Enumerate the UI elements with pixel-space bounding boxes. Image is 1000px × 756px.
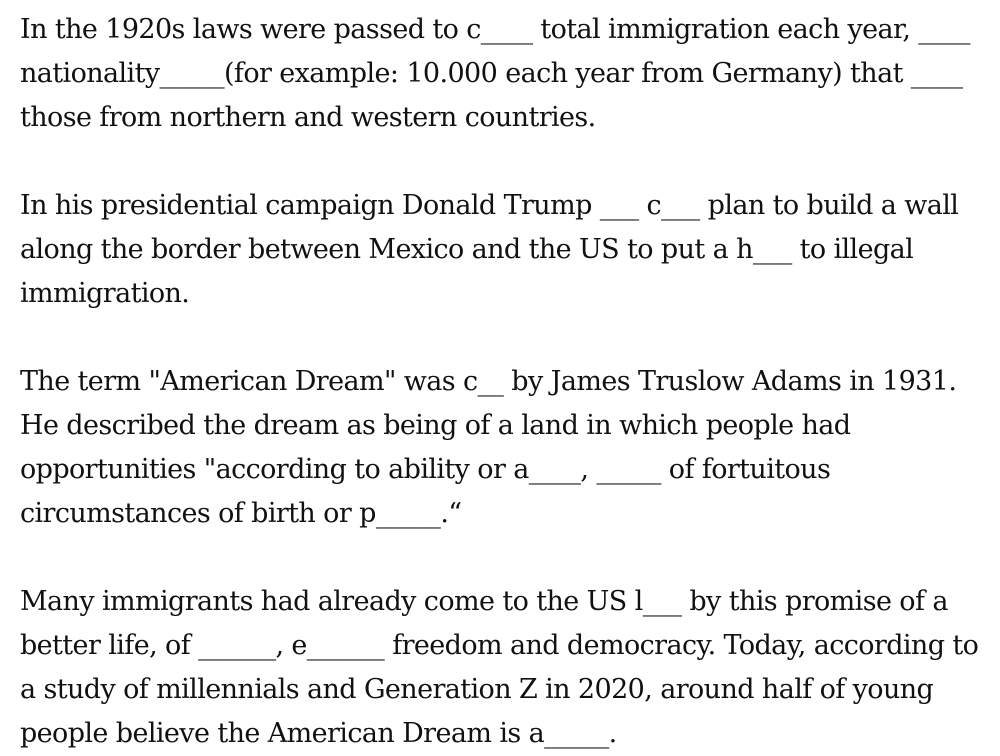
paragraph-trump-campaign: In his presidential campaign Donald Trump ___ c___ plan to build a wall along the border between Mexico and the US to put a h___ to illegal immigration. [20, 190, 959, 309]
worksheet-text [20, 8, 985, 756]
paragraph-american-dream-term: The term "American Dream" was c__ by James Truslow Adams in 1931. He described the dream as being of a land in which people had opportunities "according to ability or a____, _____ of fortuitous circumstances of birth or p_____.“ [20, 366, 957, 529]
paragraph-1920s-laws: In the 1920s laws were passed to c____ total immigration each year, ____ nationality_____(for example: 10.000 each year from Germany) that ____ those from northern and western countries. [20, 14, 970, 133]
paragraph-immigrants-promise: Many immigrants had already come to the US l___ by this promise of a better life, of ______, e______ freedom and democracy. Today, according to a study of millennials and Generation Z in 2020, around half of young people believe the American Dream is a_____. [20, 586, 979, 749]
